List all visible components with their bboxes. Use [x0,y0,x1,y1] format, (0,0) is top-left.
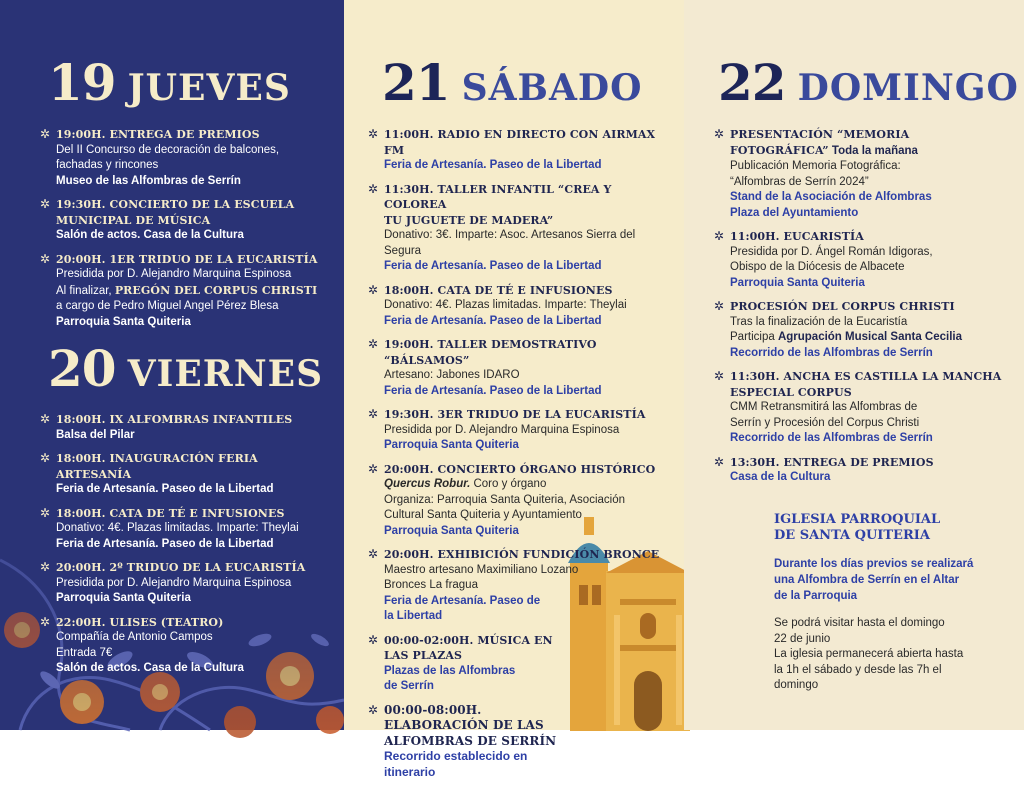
event-place: Casa de la Cultura [730,471,831,483]
event-item [714,299,1010,361]
church-hours-line: La iglesia permanecerá abierta hasta [774,648,964,660]
event-place: itinerario [384,764,436,779]
sparkle-icon: ✲ [40,505,51,520]
event-item [40,560,330,607]
event-title: PRESENTACIÓN “MEMORIA [730,128,910,141]
event-line: Donativo: 4€. Plazas limitadas. Imparte: Theylai [384,299,627,311]
event-title: 11:00H. RADIO EN DIRECTO CON AIRMAX FM [384,128,656,157]
event-line: Segura [384,244,422,257]
event-place: de Serrín [384,680,434,692]
event-line: “Alfombras de Serrín 2024” [730,175,869,188]
event-line: Donativo: 3€. Imparte: Asoc. Artesanos Sierra del [384,229,636,241]
event-title: 20:00H. 1ER TRIDUO DE LA EUCARISTÍA [56,252,318,266]
church-title-line: DE SANTA QUITERIA [774,528,930,543]
sparkle-icon: ✲ [714,369,725,383]
event-line-part: Coro y órgano [470,478,547,490]
church-notice-line: Durante los días previos se realizará [774,558,974,570]
sparkle-icon: ✲ [40,560,51,574]
event-title: LAS PLAZAS [384,649,463,662]
event-place: Plaza del Ayuntamiento [730,206,859,219]
event-place: Recorrido de las Alfombras de Serrín [730,346,933,359]
sparkle-icon: ✲ [368,407,379,421]
event-title: 19:00H. ENTREGA DE PREMIOS [56,128,260,141]
sparkle-icon: ✲ [714,127,725,141]
event-place: Recorrido de las Alfombras de Serrín [730,432,933,444]
event-place: Parroquia Santa Quiteria [56,315,191,328]
church-title [774,512,994,544]
events-domingo [714,127,1010,494]
event-line: Presidida por D. Alejandro Marquina Espinosa [56,268,292,280]
event-title: 00:00-08:00H. [384,702,482,717]
event-title: 11:00H. EUCARISTÍA [730,230,864,243]
sparkle-icon: ✲ [368,282,379,297]
event-place: Feria de Artesanía. Paseo de la Libertad [56,537,274,550]
event-line: Compañía de Antonio Campos [56,631,213,643]
event-title: 20:00H. EXHIBICIÓN FUNDICIÓN BRONCE [384,548,660,561]
event-line: Cultural Santa Quiteria y Ayuntamiento [384,509,582,521]
events-jueves [40,127,330,338]
event-item [40,197,330,244]
event-line: Del II Concurso de decoración de balcones, [56,143,280,156]
event-title: 11:30H. ANCHA ES CASTILLA LA MANCHA [730,370,1002,383]
event-line: Tras la finalización de la Eucaristía [730,315,908,328]
event-place: Recorrido establecido en [384,749,528,763]
event-line: Bronces La fragua [384,579,478,591]
church-hours-line: Se podrá visitar hasta el domingo [774,617,945,629]
church-hours-line: 22 de junio [774,632,831,645]
event-line [730,143,1010,160]
event-title: 20:00H. CONCIERTO ÓRGANO HISTÓRICO [384,462,656,476]
day-header-19 [48,53,291,112]
day-number: 19 [48,53,116,112]
event-line: Obispo de la Diócesis de Albacete [730,261,905,273]
events-sabado [368,127,670,788]
event-place: Feria de Artesanía. Paseo de la Libertad [384,159,602,171]
event-place: Salón de actos. Casa de la Cultura [56,662,244,674]
events-viernes [40,412,330,685]
day-number: 22 [718,53,786,112]
event-title: ALFOMBRAS DE SERRÍN [384,733,557,748]
event-item [368,547,670,625]
day-header-21 [382,53,643,112]
church-hours-line: la 1h el sábado y desde las 7h el [774,663,942,676]
event-place: Feria de Artesanía. Paseo de la Libertad [384,314,602,327]
sparkle-icon: ✲ [368,632,379,647]
event-line [384,477,670,493]
event-item [368,337,670,399]
event-item [368,703,670,781]
event-place: Balsa del Pilar [56,428,135,441]
event-title: 11:30H. TALLER INFANTIL “CREA Y COLOREA [384,182,612,211]
sparkle-icon: ✲ [40,251,51,266]
event-title: 18:00H. IX ALFOMBRAS INFANTILES [56,413,293,426]
event-title: ELABORACIÓN DE LAS [384,718,544,732]
event-place: Feria de Artesanía. Paseo de la Libertad [384,384,602,397]
event-line: fachadas y rincones [56,159,159,171]
event-line: Organiza: Parroquia Santa Quiteria, Asociación [384,493,625,506]
sparkle-icon: ✲ [40,127,51,141]
event-line [730,330,1010,346]
event-title: ESPECIAL CORPUS [730,385,852,399]
event-line: Presidida por D. Alejandro Marquina Espinosa [384,423,620,436]
church-info [774,512,994,694]
event-item [714,369,1010,447]
church-notice-line: de la Parroquia [774,590,858,602]
event-title: 18:00H. CATA DE TÉ E INFUSIONES [384,283,613,297]
event-line: Publicación Memoria Fotográfica: [730,160,901,172]
day-name: VIERNES [127,353,324,395]
church-notice [774,556,994,604]
event-item [368,633,670,695]
event-place: Feria de Artesanía. Paseo de la Libertad [56,483,274,495]
church-title-line: IGLESIA PARROQUIAL [774,512,941,527]
day-name: SÁBADO [461,67,643,109]
event-line: Serrín y Procesión del Corpus Christi [730,416,920,429]
event-title: 13:30H. ENTREGA DE PREMIOS [730,455,934,469]
sparkle-icon: ✲ [40,197,51,211]
event-place: la Libertad [384,610,443,622]
event-title: 00:00-02:00H. MÚSICA EN [384,633,553,647]
event-item [40,412,330,443]
event-item [368,407,670,454]
event-item [40,506,330,553]
event-place: Stand de la Asociación de Alfombras [730,191,932,203]
column-jueves-viernes [0,0,344,730]
sparkle-icon: ✲ [368,547,379,561]
day-number: 20 [48,339,116,398]
event-title: 19:00H. TALLER DEMOSTRATIVO “BÁLSAMOS” [384,338,597,367]
sparkle-icon: ✲ [714,454,725,469]
event-line-part: Al finalizar, [56,284,115,297]
sparkle-icon: ✲ [368,702,379,717]
event-place: Parroquia Santa Quiteria [56,592,191,604]
event-item [40,615,330,677]
event-item [368,127,670,174]
sparkle-icon: ✲ [714,229,725,243]
day-header-20 [48,339,324,398]
day-number: 21 [382,53,450,112]
event-place: Plazas de las Alfombras [384,664,516,677]
sparkle-icon: ✲ [368,127,379,141]
event-title: 19:30H. 3ER TRIDUO DE LA EUCARISTÍA [384,408,646,421]
sparkle-icon: ✲ [40,412,51,426]
event-item [714,127,1010,221]
column-sabado [344,0,684,779]
event-place: Salón de actos. Casa de la Cultura [56,229,244,241]
sparkle-icon: ✲ [40,614,51,629]
day-name: DOMINGO [797,67,1019,109]
event-place: Parroquia Santa Quiteria [730,276,865,289]
event-place: Parroquia Santa Quiteria [384,524,519,537]
event-place: Parroquia Santa Quiteria [384,439,519,451]
event-highlight: PREGÓN DEL CORPUS CHRISTI [114,283,318,297]
event-item [368,182,670,275]
day-header-22 [718,53,1019,112]
event-title: 18:00H. INAUGURACIÓN FERIA ARTESANÍA [56,452,258,481]
event-item [714,455,1010,486]
event-title: FOTOGRÁFICA” [730,143,829,157]
event-title: 19:30H. CONCIERTO DE LA ESCUELA [56,198,295,211]
event-line: Presidida por D. Alejandro Marquina Espinosa [56,576,292,589]
event-line: CMM Retransmitirá las Alfombras de [730,401,918,413]
sparkle-icon: ✲ [368,461,379,476]
church-notice-line: una Alfombra de Serrín en el Altar [774,574,960,586]
event-item [368,283,670,330]
event-line: Maestro artesano Maximiliano Lozano [384,563,579,576]
event-line: Artesano: Jabones IDARO [384,369,520,381]
sparkle-icon: ✲ [368,181,379,196]
event-place: Feria de Artesanía. Paseo de [384,594,541,607]
event-item [40,127,330,189]
event-title: 20:00H. 2º TRIDUO DE LA EUCARISTÍA [56,561,306,574]
event-time-note: Toda la mañana [828,144,918,157]
church-hours [774,616,994,694]
event-line: Donativo: 4€. Plazas limitadas. Imparte: Theylai [56,522,299,534]
event-place: Museo de las Alfombras de Serrín [56,174,241,187]
event-item [368,462,670,540]
column-domingo [684,0,1024,730]
event-line [56,283,330,300]
event-title: 22:00H. ULISES (TEATRO) [56,615,224,629]
sparkle-icon: ✲ [714,299,725,313]
event-title: MUNICIPAL DE MÚSICA [56,213,211,227]
event-line-italic: Quercus Robur. [384,478,471,490]
event-line-part: Participa [730,331,778,343]
event-item [40,451,330,498]
event-title: 18:00H. CATA DE TÉ E INFUSIONES [56,506,285,520]
event-highlight: Agrupación Musical Santa Cecilia [777,331,962,343]
event-title: PROCESIÓN DEL CORPUS CHRISTI [730,300,955,313]
event-item [714,229,1010,291]
event-item [40,252,330,331]
event-title: TU JUGUETE DE MADERA” [384,213,554,227]
event-place: Feria de Artesanía. Paseo de la Libertad [384,260,602,272]
event-line: Entrada 7€ [56,646,113,659]
event-line: Presidida por D. Ángel Román Idigoras, [730,245,933,258]
day-name: JUEVES [127,67,291,109]
sparkle-icon: ✲ [368,337,379,351]
sparkle-icon: ✲ [40,451,51,465]
church-hours-line: domingo [774,679,819,691]
event-line: a cargo de Pedro Miguel Angel Pérez Blesa [56,300,279,312]
